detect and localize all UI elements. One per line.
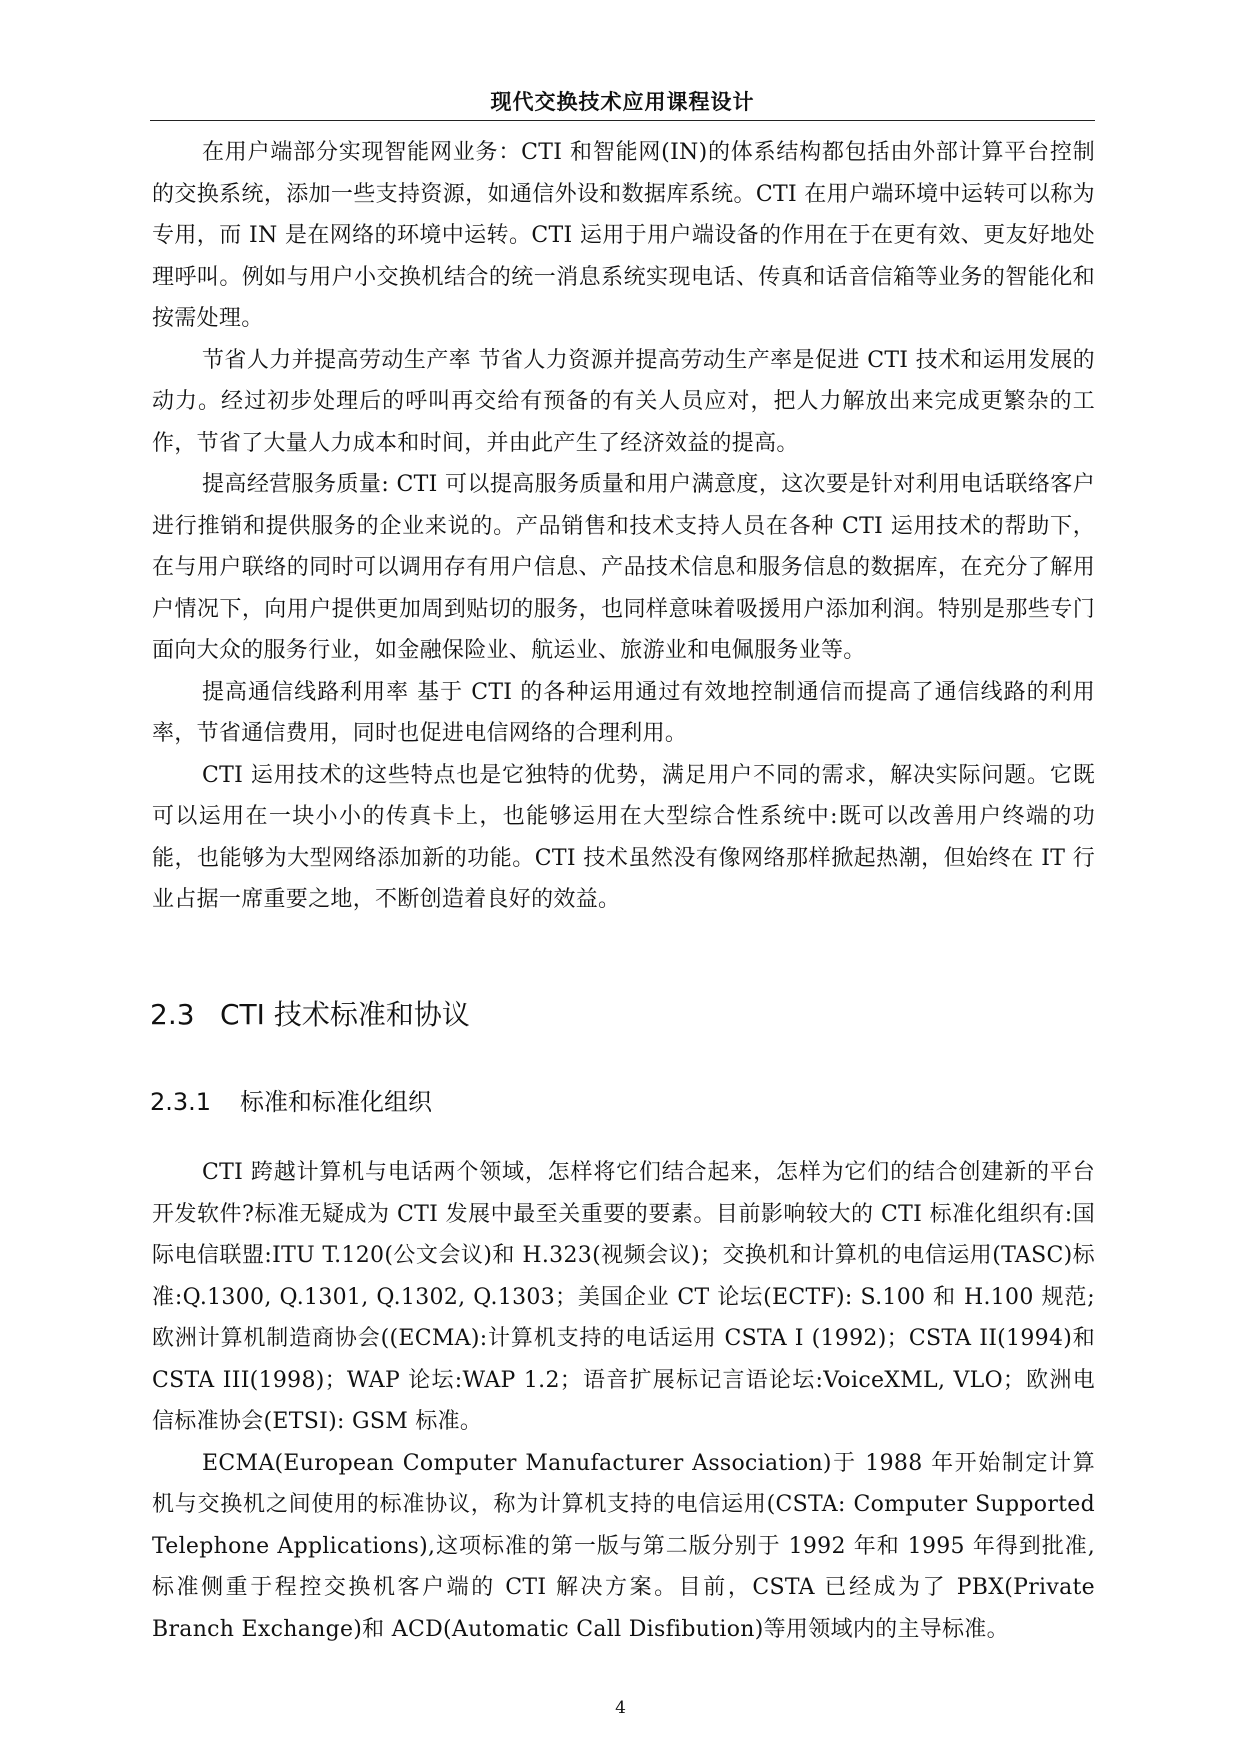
- paragraph-labor-productivity: 节省人力并提高劳动生产率 节省人力资源并提高劳动生产率是促进 CTI 技术和运用发展的动力。经过初步处理后的呼叫再交给有预备的有关人员应对，把人力解放出来完成更繁杂的工作，节省了大量人力成本和时间，并由此产生了经济效益的提高。: [152, 347, 1095, 456]
- subsection-number: 2.3.1: [150, 1088, 212, 1116]
- paragraph-standards-organizations: CTI 跨越计算机与电话两个领域，怎样将它们结合起来，怎样为它们的结合创建新的平台开发软件?标准无疑成为 CTI 发展中最至关重要的要素。目前影响较大的 CTI 标准化组织有:国际电信联盟:ITU T.120(公文会议)和 H.323(视频会议)；交换机和计算机的电信运用(TASC)标准:Q.1300, Q.1301, Q.1302, Q.1303；美国企业 CT 论坛(ECTF): S.100 和 H.100 规范;欧洲计算机制造商协会((ECMA):计算机支持的电话运用 CSTA I (1992)；CSTA II(1994)和 CSTA III(1998)；WAP 论坛:WAP 1.2；语音扩展标记言语论坛:VoiceXML, VLO；欧洲电信标准协会(ETSI): GSM 标准。: [152, 1160, 1095, 1434]
- page-number: 4: [615, 1698, 626, 1718]
- paragraph-ecma-csta: ECMA(European Computer Manufacturer Association)于 1988 年开始制定计算机与交换机之间使用的标准协议，称为计算机支持的电信运用(CSTA: Computer Supported Telephone Applications),这项标准的第一版与第二版分别于 1992 年和 1995 年得到批准,标准侧重于程控交换机客户端的 CTI 解决方案。目前，CSTA 已经成为了 PBX(Private Branch Exchange)和 ACD(Automatic Call Disfibution)等用领域内的主导标准。: [152, 1450, 1095, 1642]
- section-number: 2.3: [150, 998, 195, 1031]
- body-text-bottom: [152, 1152, 1095, 1650]
- section-title: CTI 技术标准和协议: [220, 998, 470, 1031]
- paragraph-line-utilization: 提高通信线路利用率 基于 CTI 的各种运用通过有效地控制通信而提高了通信线路的利用率，节省通信费用，同时也促进电信网络的合理利用。: [152, 679, 1095, 746]
- paragraph-smart-network: 在用户端部分实现智能网业务：CTI 和智能网(IN)的体系结构都包括由外部计算平台控制的交换系统，添加一些支持资源，如通信外设和数据库系统。CTI 在用户端环境中运转可以称为专用，而 IN 是在网络的环境中运转。CTI 运用于用户端设备的作用在于在更有效、更友好地处理呼叫。例如与用户小交换机结合的统一消息系统实现电话、传真和话音信箱等业务的智能化和按需处理。: [152, 140, 1095, 331]
- subsection-title: 标准和标准化组织: [240, 1088, 432, 1116]
- paragraph-service-quality: 提高经营服务质量: CTI 可以提高服务质量和用户满意度，这次要是针对利用电话联络客户进行推销和提供服务的企业来说的。产品销售和技术支持人员在各种 CTI 运用技术的帮助下，在与用户联络的同时可以调用存有用户信息、产品技术信息和服务信息的数据库，在充分了解用户情况下，向用户提供更加周到贴切的服务，也同样意味着吸援用户添加利润。特别是那些专门面向大众的服务行业，如金融保险业、航运业、旅游业和电佩服务业等。: [152, 472, 1095, 663]
- subsection-heading: [150, 1084, 1050, 1120]
- header-divider: [150, 120, 1095, 121]
- paragraph-cti-advantages: CTI 运用技术的这些特点也是它独特的优势，满足用户不同的需求，解决实际问题。它既可以运用在一块小小的传真卡上，也能够运用在大型综合性系统中:既可以改善用户终端的功能，也能够为大型网络添加新的功能。CTI 技术虽然没有像网络那样掀起热潮，但始终在 IT 行业占据一席重要之地，不断创造着良好的效益。: [152, 762, 1095, 912]
- section-heading: [150, 995, 1050, 1035]
- body-text-top: [152, 132, 1095, 921]
- running-header: 现代交换技术应用课程设计: [490, 90, 755, 114]
